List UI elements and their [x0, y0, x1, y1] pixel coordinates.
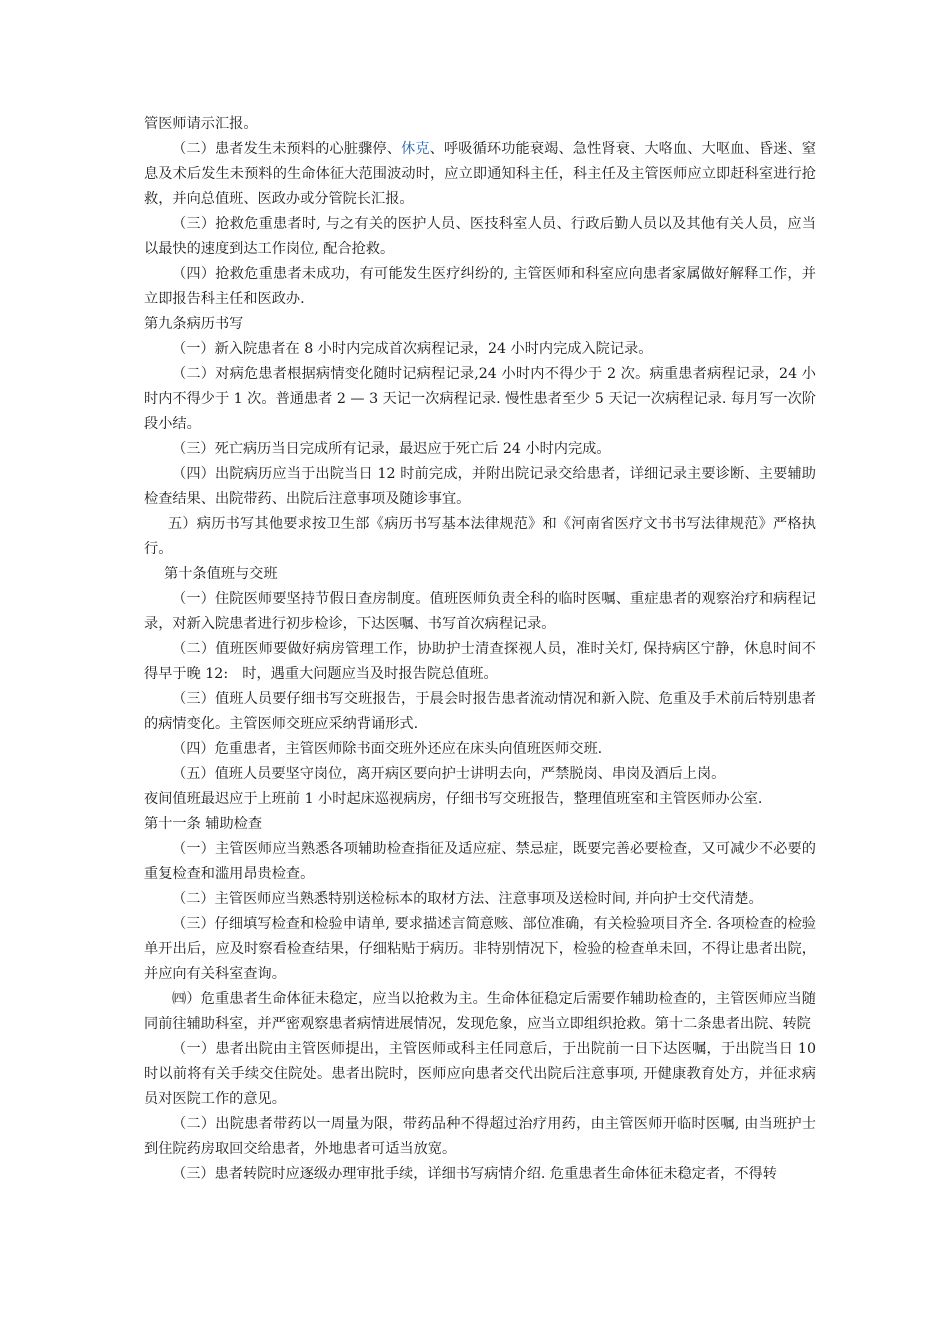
paragraph-rescue-failed: （四）抢救危重患者未成功，有可能发生医疗纠纷的, 主管医师和科室应向患者家属做好解释工作，并立即报告科主任和医政办. — [144, 266, 816, 307]
paragraph-rescue-staff: （三）抢救危重患者时, 与之有关的医护人员、医技科室人员、行政后勤人员以及其他有关人员，应当以最快的速度到达工作岗位, 配合抢救。 — [144, 216, 816, 257]
paragraph-night-duty: 夜间值班最迟应于上班前 1 小时起床巡视病房，仔细书写交班报告，整理值班室和主管医师办公室. — [144, 791, 763, 807]
paragraph-emergency-notify — [144, 137, 816, 212]
section-heading-article-10: 第十条值班与交班 — [164, 566, 278, 582]
shock-link[interactable]: 休克 — [401, 141, 430, 157]
paragraph-record-4: （四）出院病历应当于出院当日 12 时前完成，并附出院记录交给患者，详细记录主要诊断、主要辅助检查结果、出院带药、出院后注意事项及随诊事宜。 — [144, 466, 816, 507]
paragraph-record-3: （三）死亡病历当日完成所有记录，最迟应于死亡后 24 小时内完成。 — [172, 441, 611, 457]
paragraph-duty-1: （一）住院医师要坚持节假日查房制度。值班医师负责全科的临时医嘱、重症患者的观察治疗和病程记录，对新入院患者进行初步检诊，下达医嘱、书写首次病程记录。 — [144, 591, 816, 632]
paragraph-duty-5: （五）值班人员要坚守岗位，离开病区要向护士讲明去向，严禁脱岗、串岗及酒后上岗。 — [172, 766, 726, 782]
paragraph-text-post: 、呼吸循环功能衰竭、急性肾衰、大咯血、大呕血、昏迷、窒息及术后发生未预料的生命体征大范围波动时，应立即通知科主任，科主任及主管医师应立即赶科室进行抢救，并向总值班、医政办或分管院长汇报。 — [144, 141, 816, 207]
document-page — [144, 112, 816, 1187]
section-heading-article-9: 第九条病历书写 — [144, 316, 244, 332]
paragraph-exam-2: （二）主管医师应当熟悉特别送检标本的取材方法、注意事项及送检时间, 并向护士交代清楚。 — [172, 891, 763, 907]
paragraph-continuation: 管医师请示汇报。 — [144, 116, 258, 132]
paragraph-exam-1: （一）主管医师应当熟悉各项辅助检查指征及适应症、禁忌症，既要完善必要检查，又可减少不必要的重复检查和滥用昂贵检查。 — [144, 841, 816, 882]
paragraph-discharge-1: （一）患者出院由主管医师提出，主管医师或科主任同意后，于出院前一日下达医嘱，于出院当日 10 时以前将有关手续交住院处。患者出院时，医师应向患者交代出院后注意事项, 开健康教育处方，并征求病员对医院工作的意见。 — [144, 1041, 816, 1107]
paragraph-exam-3: （三）仔细填写检查和检验申请单, 要求描述言简意赅、部位准确，有关检验项目齐全. 各项检查的检验单开出后，应及时察看检查结果，仔细粘贴于病历。非特别情况下，检验的检查单未回，不得让患者出院，并应向有关科室查询。 — [144, 916, 816, 982]
paragraph-duty-3: （三）值班人员要仔细书写交班报告，于晨会时报告患者流动情况和新入院、危重及手术前后特别患者的病情变化。主管医师交班应采纳背诵形式. — [144, 691, 816, 732]
paragraph-text-pre: （二）患者发生未预料的心脏骤停、 — [172, 141, 402, 157]
paragraph-duty-2: （二）值班医师要做好病房管理工作，协助护士清查探视人员，准时关灯, 保持病区宁静，休息时间不得早于晚 12: 时，遇重大问题应当及时报告院总值班。 — [144, 641, 816, 682]
paragraph-record-5: 五）病历书写其他要求按卫生部《病历书写基本法律规范》和《河南省医疗文书书写法律规范》严格执行。 — [144, 516, 816, 557]
section-heading-article-11: 第十一条 辅助检查 — [144, 816, 263, 832]
paragraph-exam-4: ㈣）危重患者生命体征未稳定，应当以抢救为主。生命体征稳定后需要作辅助检查的，主管医师应当随同前往辅助科室，并严密观察患者病情进展情况，发现危象，应当立即组织抢救。第十二条患者出院、转院 — [144, 991, 816, 1032]
paragraph-record-1: （一）新入院患者在 8 小时内完成首次病程记录，24 小时内完成入院记录。 — [172, 341, 653, 357]
paragraph-record-2: （二）对病危患者根据病情变化随时记病程记录,24 小时内不得少于 2 次。病重患者病程记录，24 小时内不得少于 1 次。普通患者 2 — 3 天记一次病程记录. 慢性患者至少 5 天记一次病程记录. 每月写一次阶段小结。 — [144, 366, 816, 432]
paragraph-discharge-2: （二）出院患者带药以一周量为限，带药品种不得超过治疗用药，由主管医师开临时医嘱, 由当班护士到住院药房取回交给患者，外地患者可适当放宽。 — [144, 1116, 816, 1157]
paragraph-transfer-3: （三）患者转院时应逐级办理审批手续，详细书写病情介绍. 危重患者生命体征未稳定者，不得转 — [172, 1166, 777, 1182]
paragraph-duty-4: （四）危重患者，主管医师除书面交班外还应在床头向值班医师交班. — [172, 741, 603, 757]
